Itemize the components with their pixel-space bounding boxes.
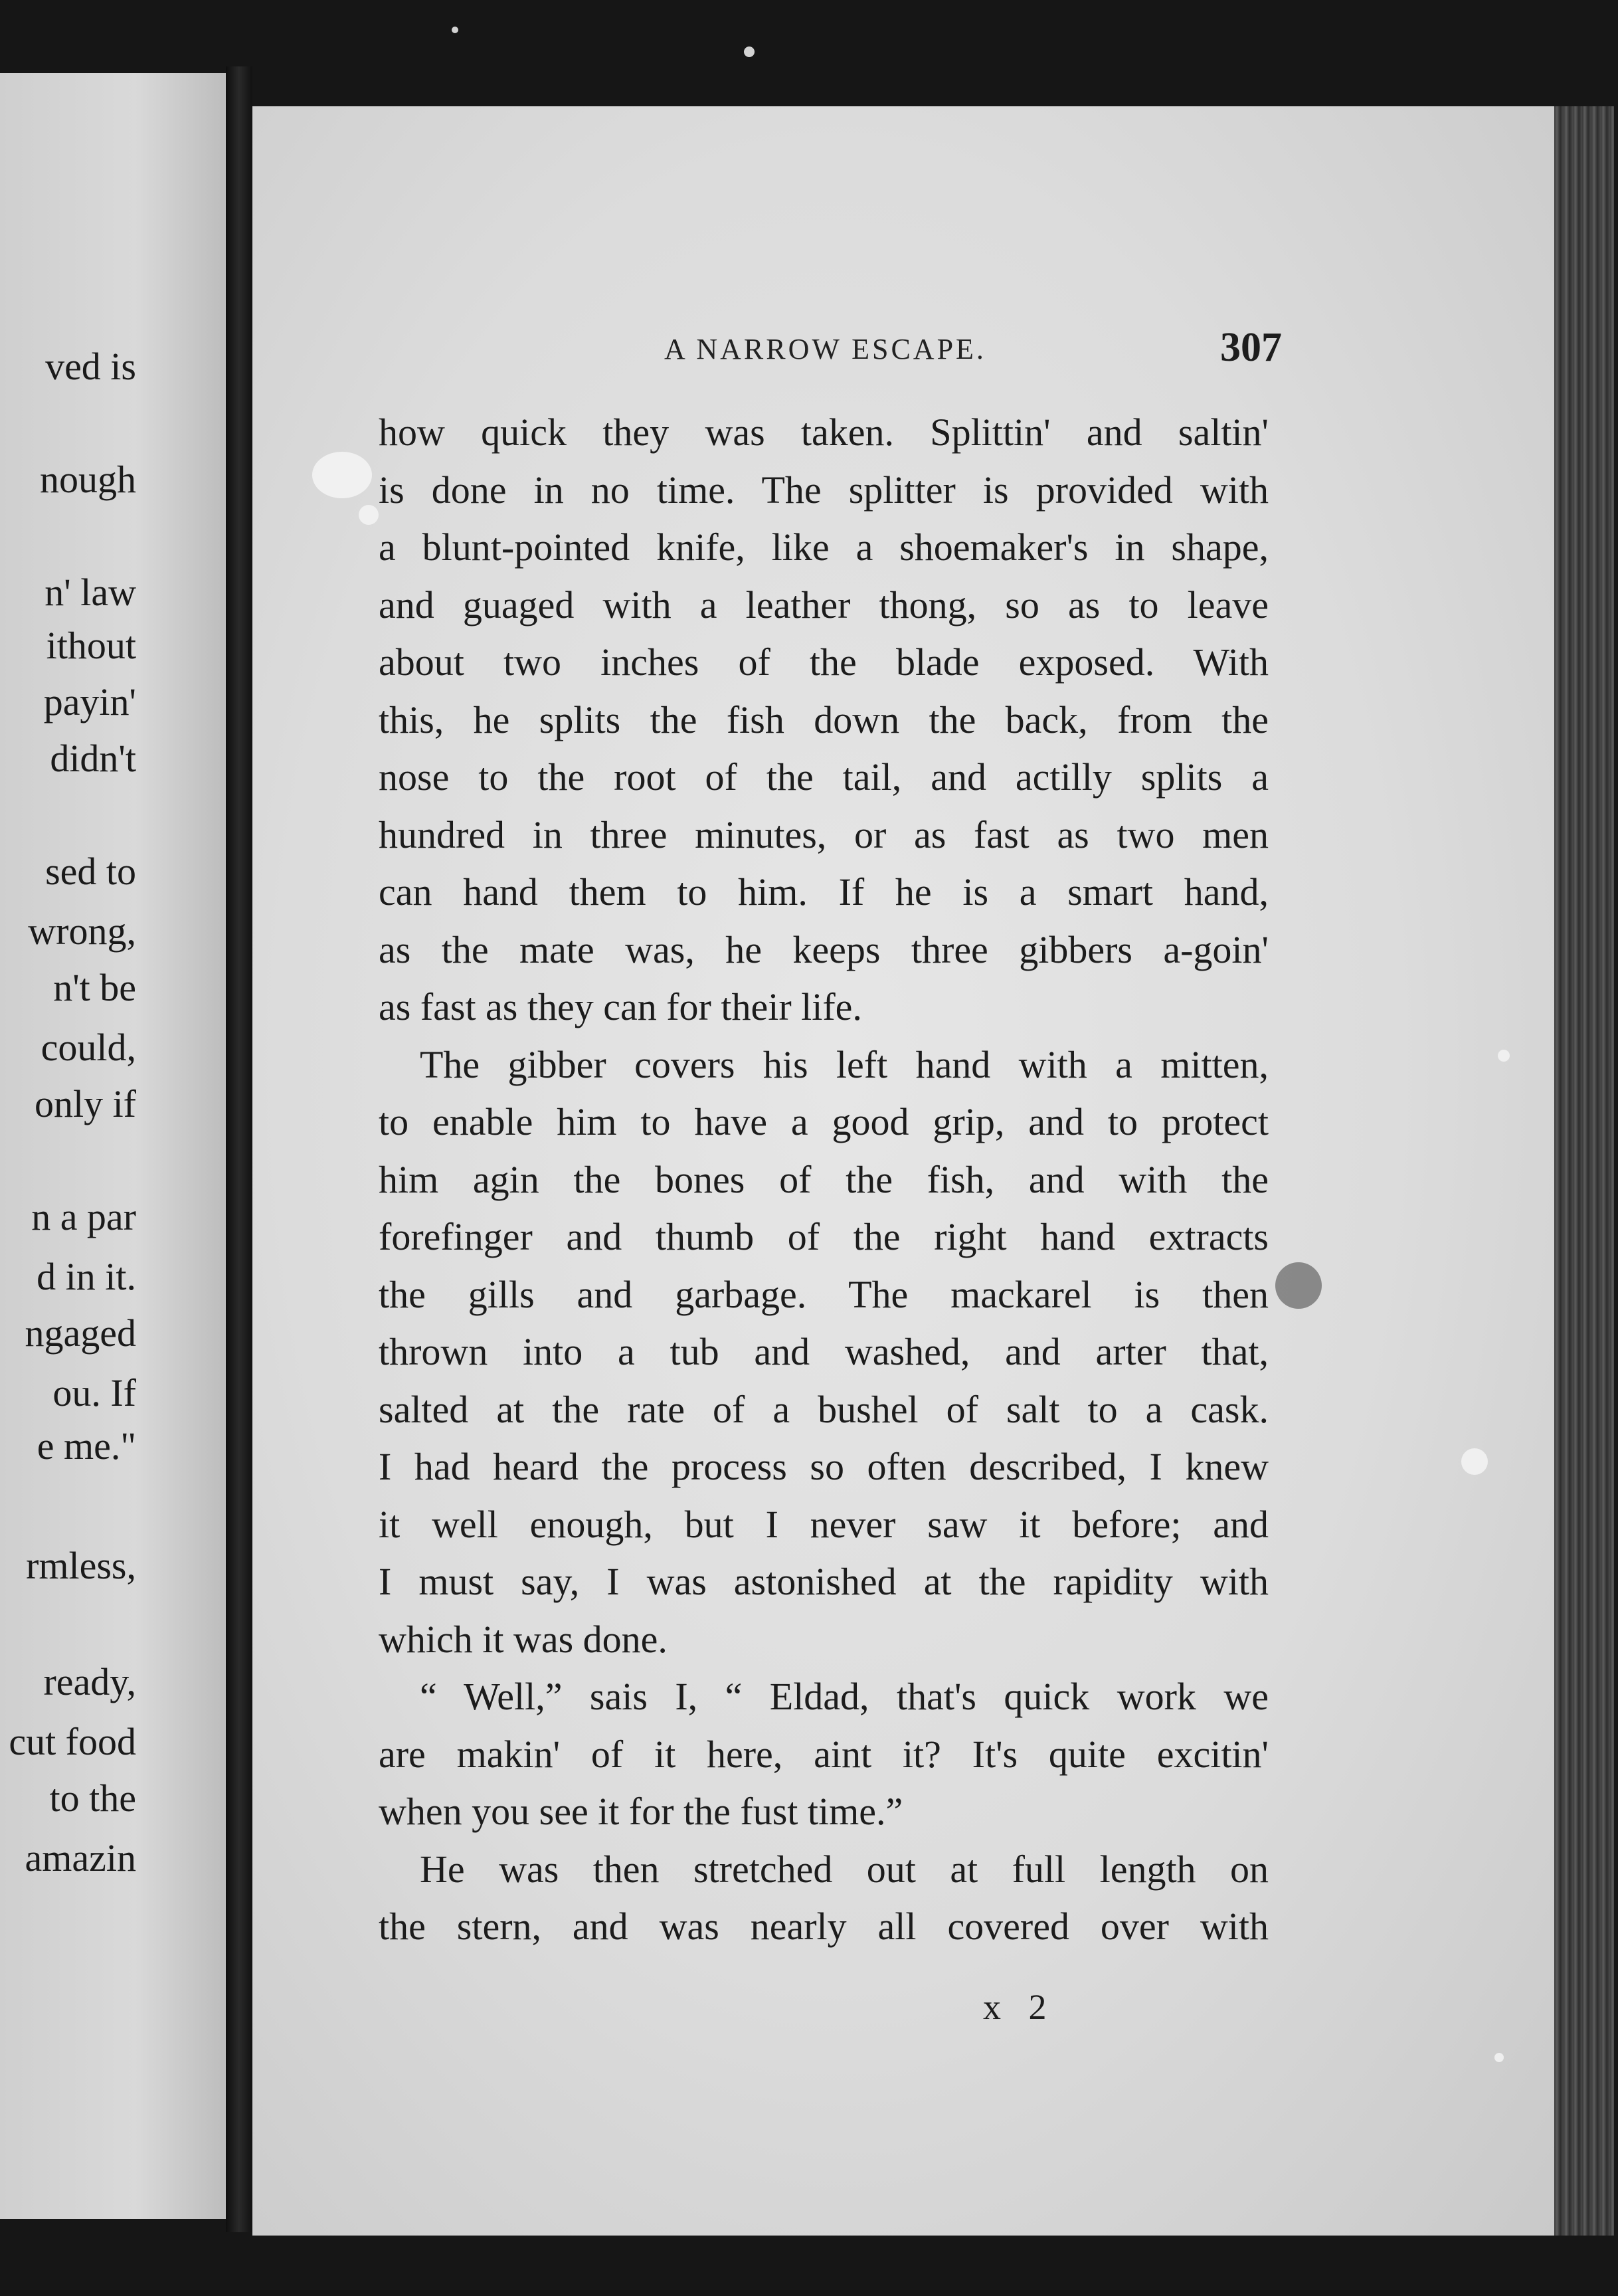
page-number: 307 xyxy=(1220,325,1282,370)
text-line: a blunt-pointed knife, like a shoemaker's in shape, xyxy=(379,526,1269,569)
text-line: I must say, I was astonished at the rapidity with xyxy=(379,1560,1269,1603)
left-text-line: didn't xyxy=(50,737,136,780)
dust-speck xyxy=(359,505,379,525)
text-line: is done in no time. The splitter is provided with xyxy=(379,468,1269,512)
text-line: thrown into a tub and washed, and arter that, xyxy=(379,1330,1269,1373)
text-line: I had heard the process so often described, I knew xyxy=(379,1445,1269,1488)
dust-speck xyxy=(1461,1448,1488,1475)
text-line: The gibber covers his left hand with a mitten, xyxy=(420,1042,1269,1086)
left-text-line: n a par xyxy=(31,1196,136,1238)
left-text-line: could, xyxy=(41,1026,136,1069)
text-line: him agin the bones of the fish, and with the xyxy=(379,1157,1269,1201)
left-text-line: amazin xyxy=(25,1837,136,1879)
signature-mark: x 2 xyxy=(983,1987,1056,2027)
text-line: He was then stretched out at full length on xyxy=(420,1847,1269,1891)
text-line: this, he splits the fish down the back, from the xyxy=(379,698,1269,741)
left-text-line: ngaged xyxy=(25,1312,136,1355)
running-head: A NARROW ESCAPE. xyxy=(664,333,986,365)
text-line: “ Well,” sais I, “ Eldad, that's quick work we xyxy=(420,1675,1269,1718)
left-text-line: only if xyxy=(34,1083,136,1125)
left-text-line: ithout xyxy=(46,624,136,667)
left-text-line: wrong, xyxy=(28,910,136,953)
text-line: nose to the root of the tail, and actilly splits a xyxy=(379,755,1269,799)
text-line: as the mate was, he keeps three gibbers a-goin' xyxy=(379,927,1269,971)
dust-speck xyxy=(1275,1262,1322,1309)
left-text-line: d in it. xyxy=(37,1256,136,1298)
left-page-fragment xyxy=(0,73,226,2219)
text-line: which it was done. xyxy=(379,1617,668,1661)
left-text-line: cut food xyxy=(9,1721,136,1763)
text-line: the stern, and was nearly all covered over with xyxy=(379,1905,1269,1948)
text-line: as fast as they can for their life. xyxy=(379,985,862,1028)
page-edges xyxy=(1554,106,1614,2236)
left-text-line: e me." xyxy=(37,1425,136,1468)
dust-speck xyxy=(1498,1050,1510,1062)
left-text-line: to the xyxy=(49,1777,136,1820)
dust-speck xyxy=(312,452,372,498)
body-text xyxy=(379,404,1269,1956)
text-line: are makin' of it here, aint it? It's quite excitin' xyxy=(379,1732,1269,1776)
text-line: and guaged with a leather thong, so as to leave xyxy=(379,583,1269,626)
left-text-line: payin' xyxy=(43,681,136,723)
text-line: forefinger and thumb of the right hand extracts xyxy=(379,1215,1269,1258)
left-text-line: sed to xyxy=(45,850,136,893)
text-line: how quick they was taken. Splittin' and saltin' xyxy=(379,411,1269,454)
left-text-line: ready, xyxy=(43,1661,136,1703)
left-text-line: ved is xyxy=(45,345,136,388)
text-line: can hand them to him. If he is a smart hand, xyxy=(379,870,1269,913)
left-text-line: rmless, xyxy=(26,1545,136,1587)
text-line: when you see it for the fust time.” xyxy=(379,1790,903,1833)
left-text-line: nough xyxy=(40,458,136,501)
left-text-line: n't be xyxy=(53,967,136,1009)
text-line: about two inches of the blade exposed. With xyxy=(379,640,1269,684)
book-gutter xyxy=(226,66,252,2232)
left-page-text xyxy=(0,73,226,2219)
text-line: salted at the rate of a bushel of salt to a cask. xyxy=(379,1387,1269,1431)
left-text-line: n' law xyxy=(45,571,136,614)
text-line: it well enough, but I never saw it before; and xyxy=(379,1502,1269,1546)
text-line: to enable him to have a good grip, and to protect xyxy=(379,1100,1269,1143)
dust-speck xyxy=(744,47,755,57)
left-text-line: ou. If xyxy=(52,1372,136,1414)
dust-speck xyxy=(1494,2053,1504,2062)
text-line: the gills and garbage. The mackarel is then xyxy=(379,1272,1269,1316)
dust-speck xyxy=(452,27,458,33)
text-line: hundred in three minutes, or as fast as two men xyxy=(379,813,1269,856)
